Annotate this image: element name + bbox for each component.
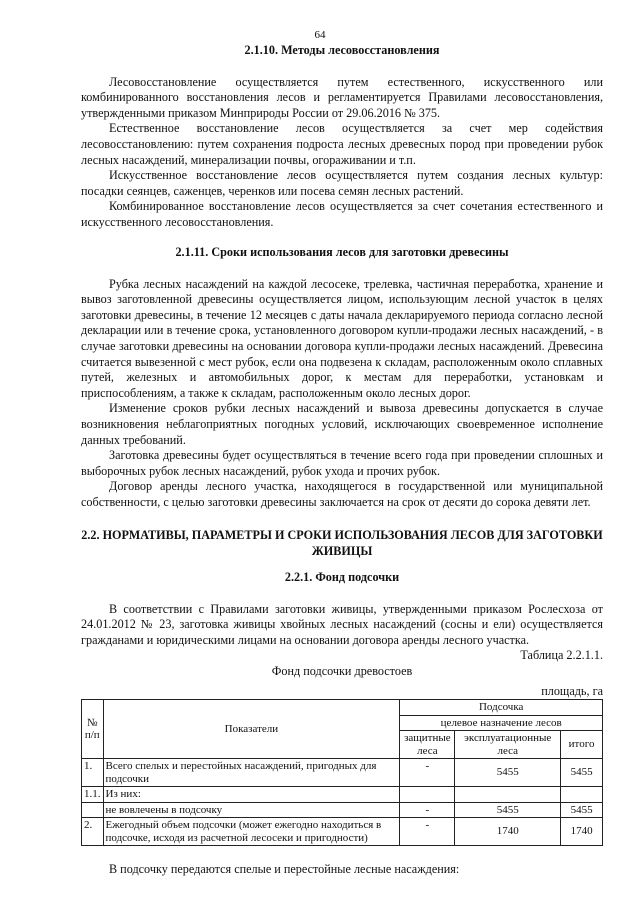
cell-exploitation: 5455 [455, 759, 561, 787]
cell-number: 1. [82, 759, 104, 787]
table-title: Фонд подсочки древостоев [271, 663, 413, 678]
cell-number: 2. [82, 818, 104, 846]
col-header-protective: защитные леса [400, 731, 455, 759]
forest-tapping-table [81, 699, 603, 846]
cell-total: 5455 [561, 759, 603, 787]
paragraph: Лесовосстановление осуществляется путем естественного, искусственного или комбинированного восстановления лесов и регламентируется Правилами лесовосстановления, утвержденными приказом Минприроды России от 29.06.2016 № 375. [81, 74, 603, 120]
cell-total: 5455 [561, 802, 603, 818]
paragraph: Естественное восстановление лесов осуществляется за счет мер содействия лесовосстановлению: путем сохранения подроста лесных древесных пород при проведении рубок лесных насаждений, минерализации почвы, огораживании и т.п. [81, 121, 603, 167]
cell-indicator: не вовлечены в подсочку [103, 802, 400, 818]
table-number: Таблица 2.2.1.1. [520, 648, 603, 663]
col-header-total: итого [561, 731, 603, 759]
cell-indicator: Ежегодный объем подсочки (может ежегодно находиться в подсочке, исходя из расчетной лесосеки и пригодности) [103, 818, 400, 846]
cell-total [561, 787, 603, 803]
paragraph: В соответствии с Правилами заготовки живицы, утвержденными приказом Рослесхоза от 24.01.2012 № 23, заготовка живицы хвойных лесных насаждений (сосны и ели) осуществляется гражданами и юридическими лицами на основании договора аренды лесного участка. [81, 601, 603, 647]
cell-exploitation: 5455 [455, 802, 561, 818]
paragraph: В подсочку передаются спелые и перестойные лесные насаждения: [109, 862, 460, 877]
paragraph: Изменение сроков рубки лесных насаждений и вывоза древесины допускается в случае возникновения неблагоприятных погодных условий, исключающих своевременное исполнение данных требований. [81, 401, 603, 447]
cell-indicator: Из них: [103, 787, 400, 803]
section-heading: 2.2.1. Фонд подсочки [284, 570, 400, 584]
section-2-1-11 [81, 245, 603, 511]
cell-number [82, 802, 104, 818]
table-row [82, 818, 603, 846]
col-header-subgroup: целевое назначение лесов [400, 715, 603, 731]
paragraph: Договор аренды лесного участка, находящегося в государственной или муниципальной собственности, с целью заготовки древесины заключается на срок от десяти до сорока девяти лет. [81, 479, 603, 509]
cell-exploitation: 1740 [455, 818, 561, 846]
col-header-number: № п/п [82, 700, 104, 759]
col-header-indicators: Показатели [103, 700, 400, 759]
paragraph: Рубка лесных насаждений на каждой лесосеке, трелевка, частичная переработка, хранение и вывоз заготовленной древесины осуществляется лицом, использующим лесной участок в целях заготовки древесины, в течение 12 месяцев с даты начала декларируемого периода согласно лесной декларации или в течение срока, установленного договором купли-продажи лесных насаждений, - в случае заготовки древесины на основании договора купли-продажи лесных насаждений. Древесина считается вывезенной с мест рубок, если она подвезена к складам, расположенным около сплавных путей, железных и автомобильных дорог, к местам для переработки, установкам и приспособлениям, а также к складам, расположенным около лесных дорог. [81, 276, 603, 400]
section-heading: 2.1.10. Методы лесовосстановления [244, 43, 440, 57]
section-2-1-10 [81, 43, 603, 231]
table-row [82, 802, 603, 818]
cell-indicator: Всего спелых и перестойных насаждений, пригодных для подсочки [103, 759, 400, 787]
paragraph: Искусственное восстановление лесов осуществляется путем создания лесных культур: посадки сеянцев, саженцев, черенков или посева семян лесных растений. [81, 168, 603, 198]
table-header-row [82, 700, 603, 716]
cell-total: 1740 [561, 818, 603, 846]
col-header-group: Подсочка [400, 700, 603, 716]
table-unit: площадь, га [541, 683, 603, 698]
section-heading: 2.1.11. Сроки использования лесов для заготовки древесины [175, 245, 509, 259]
cell-exploitation [455, 787, 561, 803]
cell-protective [400, 787, 455, 803]
paragraph: Комбинированное восстановление лесов осуществляется за счет сочетания естественного и искусственного лесовосстановления. [81, 199, 603, 229]
section-heading: 2.2. НОРМАТИВЫ, ПАРАМЕТРЫ И СРОКИ ИСПОЛЬЗОВАНИЯ ЛЕСОВ ДЛЯ ЗАГОТОВКИ ЖИВИЦЫ [81, 528, 603, 558]
section-2-2-1 [81, 570, 603, 878]
paragraph: Заготовка древесины будет осуществляться в течение всего года при проведении сплошных и выборочных рубок лесных насаждений, рубок ухода и прочих рубок. [81, 448, 603, 478]
col-header-exploitation: эксплуатационные леса [455, 731, 561, 759]
page-number: 64 [314, 29, 326, 41]
cell-protective: - [400, 802, 455, 818]
table-row [82, 787, 603, 803]
cell-number: 1.1. [82, 787, 104, 803]
section-2-2 [81, 528, 603, 559]
table-row [82, 759, 603, 787]
cell-protective: - [400, 818, 455, 846]
cell-protective: - [400, 759, 455, 787]
